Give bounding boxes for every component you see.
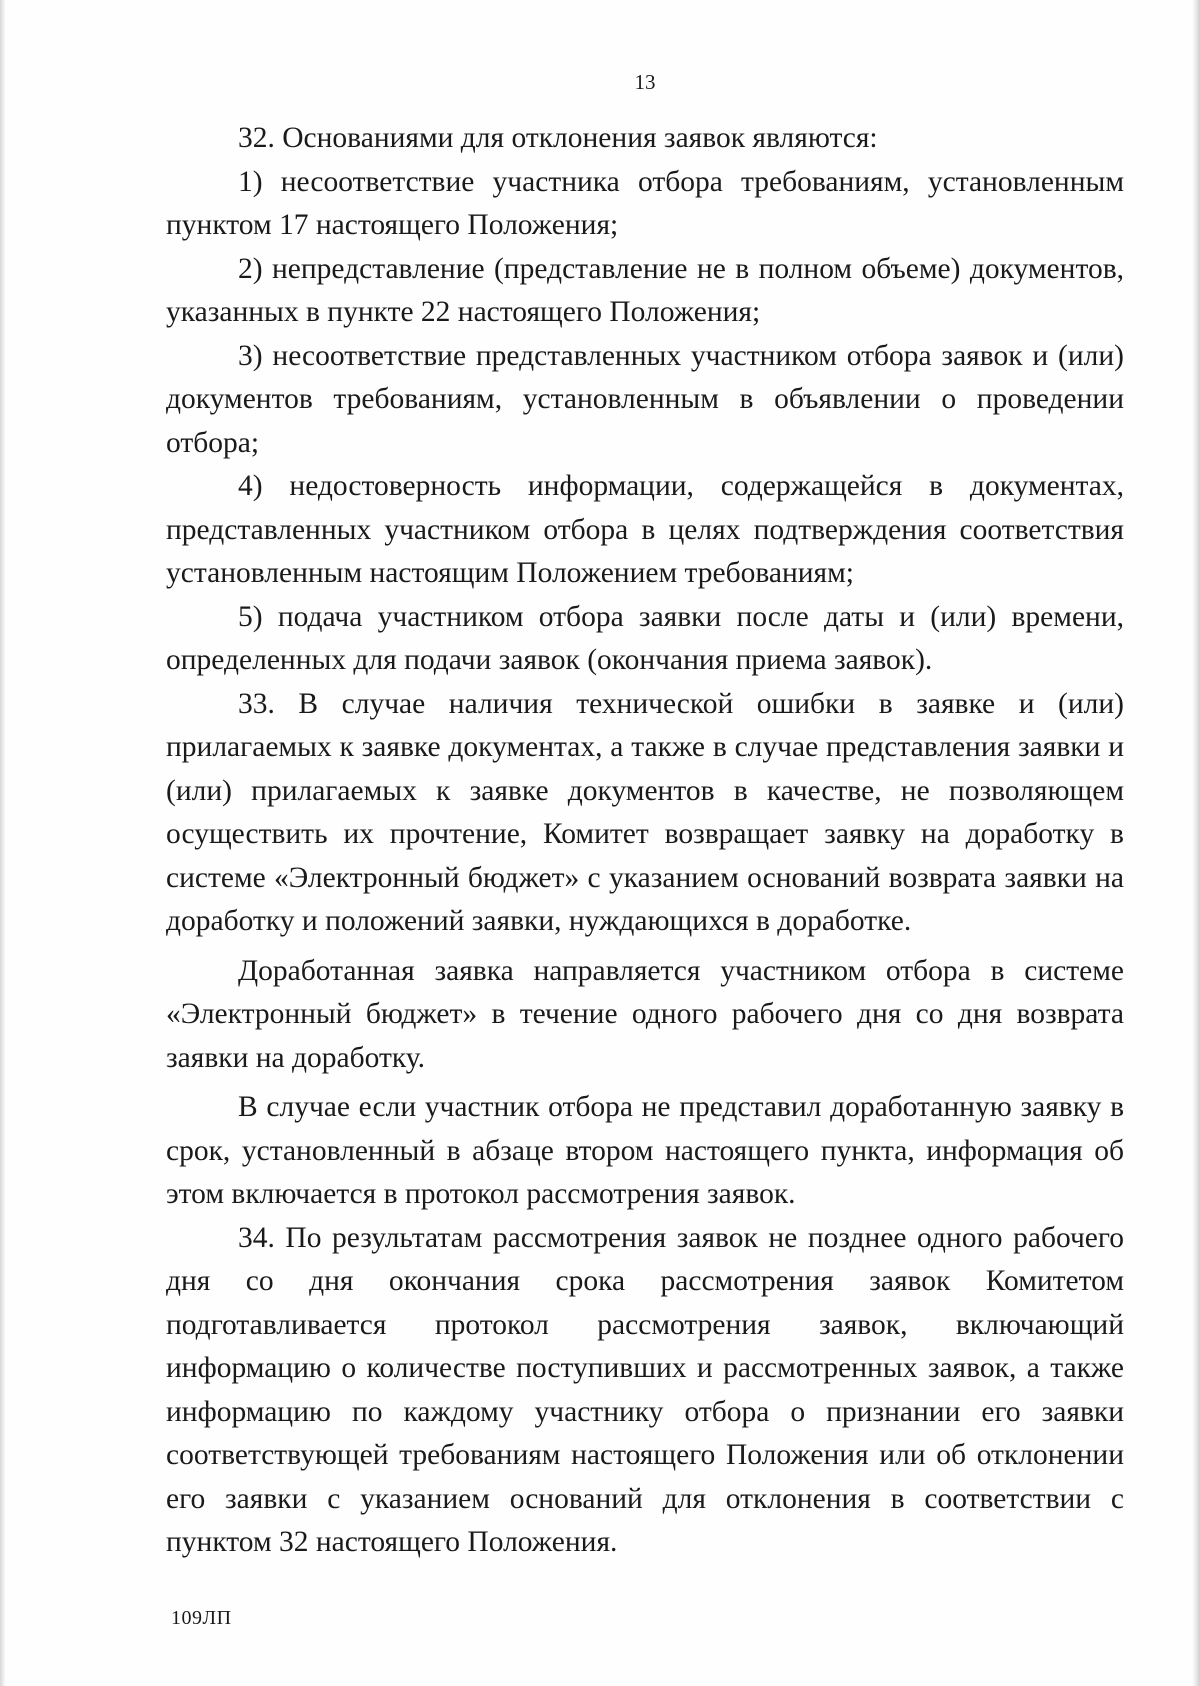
paragraph-32-item-4: 4) недостоверность информации, содержащейся в документах, представленных участником отбора в целях подтверждения соответствия установленным настоящим Положением требованиям;: [166, 470, 1124, 589]
paragraph-32-item-5: 5) подача участником отбора заявки после даты и (или) времени, определенных для подачи заявок (окончания приема заявок).: [166, 600, 1124, 676]
document-code: 109ЛП: [171, 1607, 232, 1629]
paragraph-33-third: В случае если участник отбора не представил доработанную заявку в срок, установленный в абзаце втором настоящего пункта, информация об этом включается в протокол рассмотрения заявок.: [166, 1091, 1124, 1210]
page-number: 13: [634, 70, 656, 94]
document-body: [166, 117, 1124, 1565]
scan-edge-right: [1192, 0, 1200, 1686]
paragraph-32-intro: 32. Основаниями для отклонения заявок являются:: [238, 122, 878, 154]
paragraph-34: 34. По результатам рассмотрения заявок не позднее одного рабочего дня со дня окончания срока рассмотрения заявок Комитетом подготавливается протокол рассмотрения заявок, включающий информацию о количестве поступивших и рассмотренных заявок, а также информацию по каждому участнику отбора о признании его заявки соответствующей требованиям настоящего Положения или об отклонении его заявки с указанием оснований для отклонения в соответствии с пунктом 32 настоящего Положения.: [166, 1221, 1124, 1558]
paragraph-33-second: Доработанная заявка направляется участником отбора в системе «Электронный бюджет» в течение одного рабочего дня со дня возврата заявки на доработку.: [166, 954, 1124, 1074]
paragraph-33: 33. В случае наличия технической ошибки в заявке и (или) прилагаемых к заявке документах, а также в случае представления заявки и (или) прилагаемых к заявке документов в качестве, не позволяющем осуществить их прочтение, Комитет возвращает заявку на доработку в системе «Электронный бюджет» с указанием оснований возврата заявки на доработку и положений заявки, нуждающихся в доработке.: [166, 687, 1124, 937]
paragraph-32-item-1: 1) несоответствие участника отбора требованиям, установленным пунктом 17 настоящего Положения;: [166, 165, 1124, 241]
paragraph-32-item-2: 2) непредставление (представление не в полном объеме) документов, указанных в пункте 22 настоящего Положения;: [166, 252, 1124, 328]
paragraph-32-item-3: 3) несоответствие представленных участником отбора заявок и (или) документов требованиям, установленным в объявлении о проведении отбора;: [166, 339, 1124, 459]
scan-edge-left: [0, 0, 6, 1686]
